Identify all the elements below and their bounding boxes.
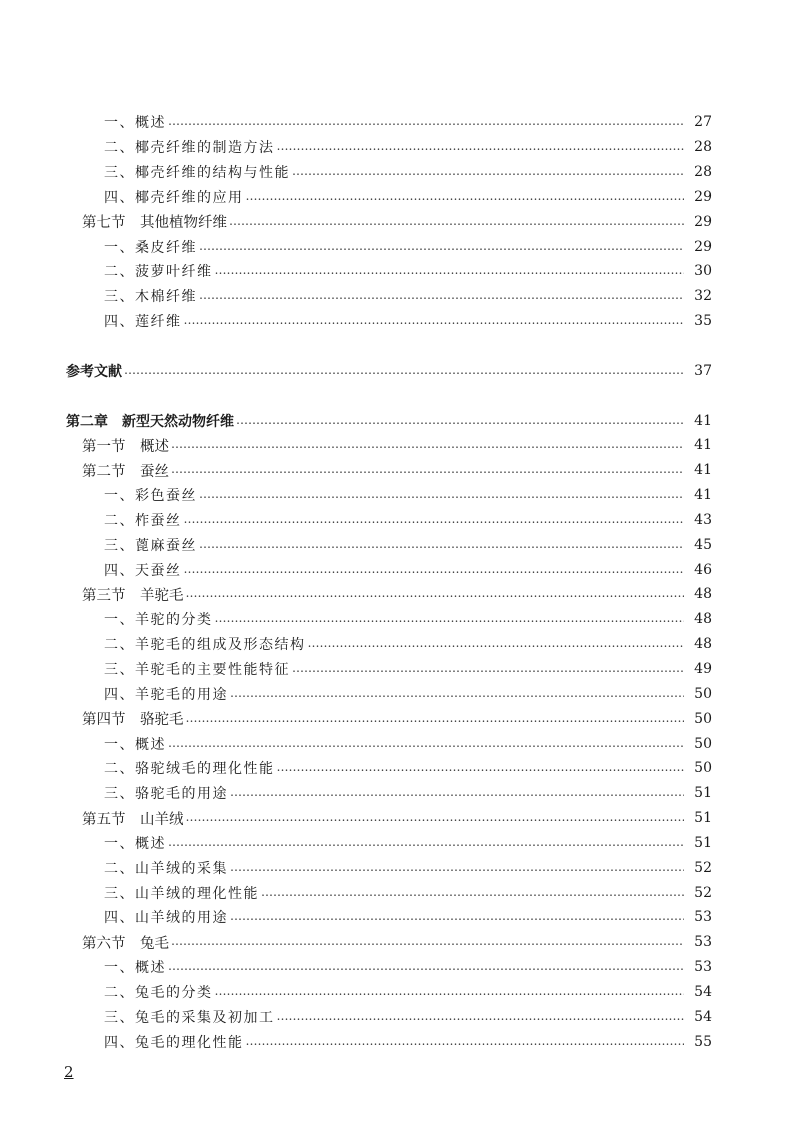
toc-entry-page: 29 xyxy=(694,213,712,230)
dot-leader xyxy=(168,959,684,973)
toc-entry-page: 48 xyxy=(694,611,712,628)
toc-subsection-entry[interactable] xyxy=(0,135,800,160)
toc-entry-page: 54 xyxy=(694,983,712,1000)
dot-leader xyxy=(186,810,685,824)
toc-entry-page: 48 xyxy=(694,636,712,653)
toc-entry-title: 第一节 概述 xyxy=(82,438,169,455)
toc-section-entry[interactable] xyxy=(0,706,800,731)
toc-entry-page: 53 xyxy=(694,934,712,951)
toc-subsection-entry[interactable] xyxy=(0,309,800,334)
dot-leader xyxy=(171,934,684,948)
toc-entry-title: 第六节 兔毛 xyxy=(82,935,169,952)
dot-leader xyxy=(230,909,684,923)
toc-entry-title: 二、椰壳纤维的制造方法 xyxy=(104,140,275,157)
toc-subsection-entry[interactable] xyxy=(0,756,800,781)
toc-subsection-entry[interactable] xyxy=(0,830,800,855)
toc-entry-page: 37 xyxy=(694,362,712,379)
dot-leader xyxy=(230,686,684,700)
dot-leader xyxy=(277,760,685,774)
toc-entry-page: 45 xyxy=(694,536,712,553)
toc-entry-page: 48 xyxy=(694,586,712,603)
toc-subsection-entry[interactable] xyxy=(0,110,800,135)
toc-entry-page: 50 xyxy=(694,760,712,777)
toc-entry-title: 一、概述 xyxy=(104,960,166,977)
dot-leader xyxy=(215,984,685,998)
toc-subsection-entry[interactable] xyxy=(0,508,800,533)
toc-subsection-entry[interactable] xyxy=(0,681,800,706)
toc-subsection-entry[interactable] xyxy=(0,905,800,930)
dot-leader xyxy=(168,736,684,750)
toc-entry-title: 三、椰壳纤维的结构与性能 xyxy=(104,165,290,182)
toc-entry-page: 52 xyxy=(694,859,712,876)
toc-entry-title: 二、兔毛的分类 xyxy=(104,984,213,1001)
dot-leader xyxy=(168,835,684,849)
dot-leader xyxy=(277,1009,685,1023)
dot-leader xyxy=(277,139,685,153)
toc-subsection-entry[interactable] xyxy=(0,1029,800,1054)
toc-subsection-entry[interactable] xyxy=(0,880,800,905)
toc-chapter-entry[interactable] xyxy=(0,358,800,383)
toc-subsection-entry[interactable] xyxy=(0,185,800,210)
toc-entry-title: 四、莲纤维 xyxy=(104,314,182,331)
toc-chapter-entry[interactable] xyxy=(0,408,800,433)
toc-entry-page: 41 xyxy=(694,487,712,504)
dot-leader xyxy=(184,512,685,526)
toc-entry-page: 28 xyxy=(694,139,712,156)
toc-subsection-entry[interactable] xyxy=(0,532,800,557)
toc-entry-title: 四、兔毛的理化性能 xyxy=(104,1034,244,1051)
toc-subsection-entry[interactable] xyxy=(0,607,800,632)
page-number: 2 xyxy=(64,1063,74,1081)
toc-entry-title: 三、蓖麻蚕丝 xyxy=(104,537,197,554)
toc-entry-title: 二、山羊绒的采集 xyxy=(104,860,228,877)
toc-entry-page: 53 xyxy=(694,959,712,976)
toc-section-entry[interactable] xyxy=(0,433,800,458)
dot-leader xyxy=(199,288,684,302)
dot-leader xyxy=(184,313,685,327)
toc-entry-page: 27 xyxy=(694,114,712,131)
dot-leader xyxy=(168,114,684,128)
toc-entry-page: 29 xyxy=(694,238,712,255)
toc-section-entry[interactable] xyxy=(0,209,800,234)
toc-entry-page: 51 xyxy=(694,834,712,851)
toc-entry-page: 43 xyxy=(694,511,712,528)
toc-section-entry[interactable] xyxy=(0,458,800,483)
dot-leader xyxy=(261,885,684,899)
toc-subsection-entry[interactable] xyxy=(0,259,800,284)
toc-subsection-entry[interactable] xyxy=(0,160,800,185)
toc-subsection-entry[interactable] xyxy=(0,632,800,657)
dot-leader xyxy=(230,860,684,874)
toc-entry-page: 50 xyxy=(694,710,712,727)
toc-entry-page: 51 xyxy=(694,810,712,827)
toc-entry-title: 四、羊驼毛的用途 xyxy=(104,686,228,703)
dot-leader xyxy=(199,487,684,501)
dot-leader xyxy=(246,1034,685,1048)
toc-entry-title: 三、木棉纤维 xyxy=(104,289,197,306)
toc-subsection-entry[interactable] xyxy=(0,483,800,508)
dot-leader xyxy=(229,214,684,228)
dot-leader xyxy=(292,661,684,675)
toc-entry-page: 54 xyxy=(694,1008,712,1025)
dot-leader xyxy=(215,611,685,625)
dot-leader xyxy=(292,164,684,178)
toc-entry-title: 三、山羊绒的理化性能 xyxy=(104,885,259,902)
toc-subsection-entry[interactable] xyxy=(0,855,800,880)
toc-entry-title: 第三节 羊驼毛 xyxy=(82,587,184,604)
dot-leader xyxy=(184,562,685,576)
toc-entry-title: 一、桑皮纤维 xyxy=(104,239,197,256)
toc-entry-title: 四、山羊绒的用途 xyxy=(104,910,228,927)
toc-entry-page: 28 xyxy=(694,164,712,181)
toc-entry-title: 二、菠萝叶纤维 xyxy=(104,264,213,281)
dot-leader xyxy=(186,711,685,725)
toc-entry-title: 一、概述 xyxy=(104,835,166,852)
toc-subsection-entry[interactable] xyxy=(0,284,800,309)
toc-subsection-entry[interactable] xyxy=(0,657,800,682)
toc-entry-title: 一、概述 xyxy=(104,736,166,753)
toc-entry-page: 52 xyxy=(694,884,712,901)
section-gap xyxy=(0,383,800,408)
dot-leader xyxy=(215,263,685,277)
toc-entry-page: 50 xyxy=(694,685,712,702)
toc-entry-page: 30 xyxy=(694,263,712,280)
dot-leader xyxy=(171,437,684,451)
toc-subsection-entry[interactable] xyxy=(0,980,800,1005)
toc-entry-title: 一、概述 xyxy=(104,115,166,132)
toc-entry-title: 第七节 其他植物纤维 xyxy=(82,215,227,232)
toc-subsection-entry[interactable] xyxy=(0,234,800,259)
toc-subsection-entry[interactable] xyxy=(0,557,800,582)
toc-entry-title: 参考文献 xyxy=(66,363,122,380)
toc-entry-title: 三、兔毛的采集及初加工 xyxy=(104,1009,275,1026)
toc-entry-title: 四、椰壳纤维的应用 xyxy=(104,189,244,206)
toc-entry-title: 二、骆驼绒毛的理化性能 xyxy=(104,761,275,778)
toc-entry-page: 29 xyxy=(694,188,712,205)
toc-entry-page: 35 xyxy=(694,313,712,330)
toc-entry-title: 二、柞蚕丝 xyxy=(104,512,182,529)
toc-entry-title: 第五节 山羊绒 xyxy=(82,811,184,828)
toc-subsection-entry[interactable] xyxy=(0,781,800,806)
dot-leader xyxy=(236,413,684,427)
dot-leader xyxy=(199,537,684,551)
dot-leader xyxy=(199,239,684,253)
toc-entry-title: 三、骆驼毛的用途 xyxy=(104,786,228,803)
toc-entry-title: 第四节 骆驼毛 xyxy=(82,712,184,729)
toc-subsection-entry[interactable] xyxy=(0,1004,800,1029)
toc-entry-page: 49 xyxy=(694,660,712,677)
toc-entry-title: 第二节 蚕丝 xyxy=(82,463,169,480)
toc-entry-page: 41 xyxy=(694,437,712,454)
toc-entry-title: 三、羊驼毛的主要性能特征 xyxy=(104,661,290,678)
toc-entry-title: 一、羊驼的分类 xyxy=(104,612,213,629)
dot-leader xyxy=(230,785,684,799)
toc-section-entry[interactable] xyxy=(0,806,800,831)
toc-entry-page: 53 xyxy=(694,909,712,926)
dot-leader xyxy=(171,462,684,476)
dot-leader xyxy=(186,586,685,600)
dot-leader xyxy=(308,636,685,650)
toc-entry-page: 41 xyxy=(694,462,712,479)
toc-entry-page: 55 xyxy=(694,1033,712,1050)
toc-subsection-entry[interactable] xyxy=(0,955,800,980)
toc-subsection-entry[interactable] xyxy=(0,731,800,756)
toc-entry-title: 一、彩色蚕丝 xyxy=(104,488,197,505)
toc-entry-page: 41 xyxy=(694,412,712,429)
section-gap xyxy=(0,334,800,359)
dot-leader xyxy=(246,189,685,203)
dot-leader xyxy=(124,363,684,377)
toc-entry-page: 46 xyxy=(694,561,712,578)
toc-section-entry[interactable] xyxy=(0,930,800,955)
table-of-contents xyxy=(0,110,800,1054)
toc-entry-page: 32 xyxy=(694,288,712,305)
toc-entry-page: 51 xyxy=(694,785,712,802)
toc-entry-title: 第二章 新型天然动物纤维 xyxy=(66,413,234,430)
toc-entry-page: 50 xyxy=(694,735,712,752)
toc-section-entry[interactable] xyxy=(0,582,800,607)
toc-entry-title: 四、天蚕丝 xyxy=(104,562,182,579)
toc-entry-title: 二、羊驼毛的组成及形态结构 xyxy=(104,637,306,654)
